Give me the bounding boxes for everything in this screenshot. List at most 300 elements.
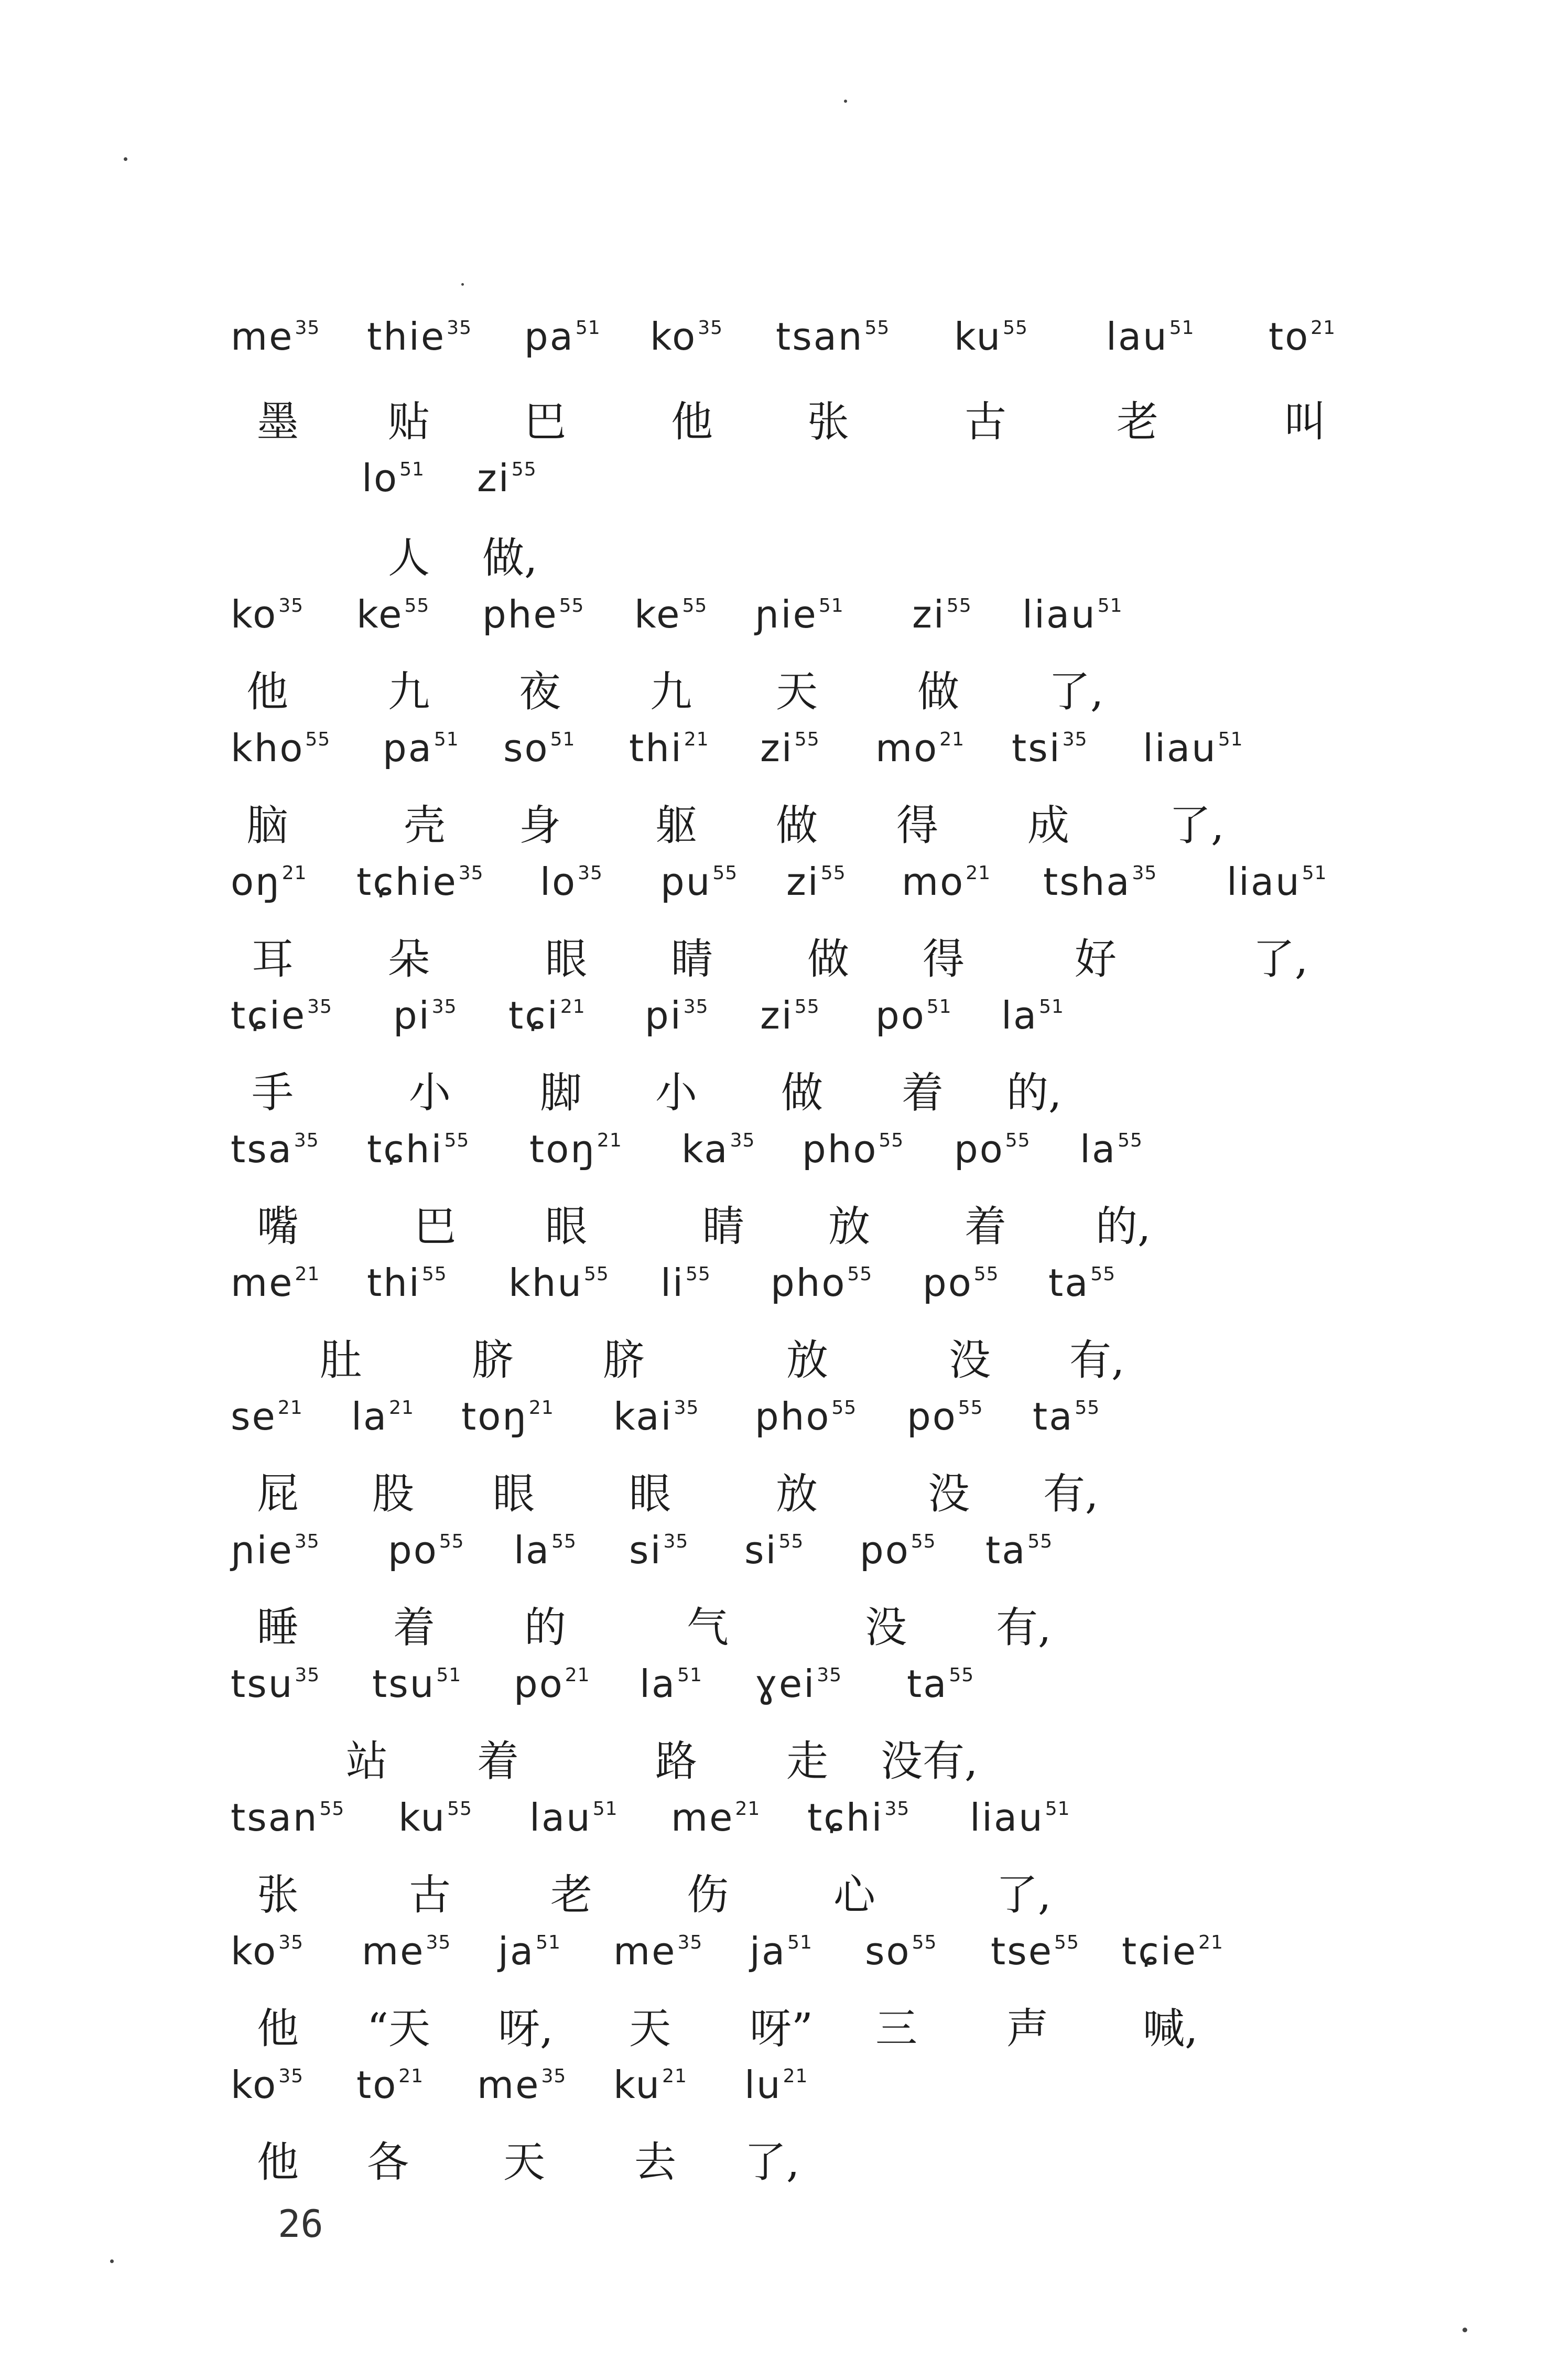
- gloss-character: “天: [367, 2004, 430, 2053]
- gloss-character: 做: [917, 667, 959, 716]
- tone-number: 51: [436, 1664, 462, 1686]
- gloss-character: 着: [477, 1737, 519, 1786]
- syllable-text: ɣei: [755, 1662, 816, 1706]
- syllable-text: liau: [1022, 592, 1097, 636]
- syllable: [514, 1662, 590, 1706]
- gloss-character: 躯: [655, 801, 697, 850]
- syllable-text: tɕhie: [356, 860, 458, 904]
- syllable-text: ja: [498, 1929, 535, 1973]
- syllable-text: to: [1269, 315, 1310, 359]
- syllable: [1227, 860, 1327, 904]
- syllable: [231, 2063, 304, 2107]
- syllable-text: so: [865, 1929, 911, 1973]
- gloss-character: 了,: [1048, 667, 1104, 716]
- syllable: [529, 1127, 622, 1171]
- syllable: [807, 1795, 909, 1840]
- tone-number: 51: [1045, 1798, 1070, 1820]
- syllable-text: ke: [634, 592, 681, 636]
- syllable: [1001, 993, 1064, 1037]
- tone-number: 55: [958, 1397, 983, 1419]
- tone-number: 51: [926, 996, 952, 1018]
- syllable: [771, 1261, 872, 1305]
- syllable-text: ta: [1048, 1261, 1090, 1305]
- syllable-text: lau: [1106, 315, 1168, 359]
- syllable: [681, 1127, 755, 1171]
- syllable: [613, 1394, 699, 1438]
- tone-number: 55: [1005, 1130, 1031, 1151]
- gloss-character: 朵: [388, 935, 430, 983]
- gloss-character: 声: [1006, 2004, 1048, 2053]
- scan-speck: [461, 283, 464, 286]
- syllable-text: liau: [1143, 726, 1217, 770]
- tone-number: 21: [277, 1397, 303, 1419]
- syllable-text: ko: [231, 1929, 278, 1973]
- syllable-text: mo: [875, 726, 939, 770]
- gloss-character: 睡: [257, 1603, 299, 1652]
- tone-number: 55: [949, 1664, 974, 1686]
- tone-number: 55: [911, 1531, 936, 1552]
- tone-number: 51: [592, 1798, 618, 1820]
- gloss-character: 巴: [414, 1202, 456, 1251]
- syllable-text: tsa: [231, 1127, 293, 1171]
- gloss-character: 气: [687, 1603, 729, 1652]
- syllable-text: kho: [231, 726, 305, 770]
- gloss-character: 天: [776, 667, 818, 716]
- syllable-text: liau: [1227, 860, 1301, 904]
- tone-number: 21: [1198, 1932, 1223, 1953]
- tone-number: 55: [404, 595, 430, 616]
- gloss-character: 九: [388, 667, 430, 716]
- gloss-character: 他: [671, 397, 713, 446]
- syllable-text: to: [356, 2063, 398, 2107]
- gloss-character: 老: [1117, 397, 1158, 446]
- syllable: [231, 1662, 320, 1706]
- syllable: [231, 592, 304, 636]
- gloss-character: 屁: [257, 1469, 299, 1518]
- syllable-text: li: [660, 1261, 685, 1305]
- syllable: [640, 1662, 702, 1706]
- tone-number: 35: [447, 317, 472, 339]
- tone-number: 55: [1054, 1932, 1079, 1953]
- syllable-text: po: [388, 1528, 438, 1572]
- scan-speck: [1462, 2328, 1467, 2332]
- tone-number: 35: [307, 996, 332, 1018]
- tone-number: 51: [1097, 595, 1123, 616]
- syllable: [231, 993, 332, 1037]
- page-number: 26: [278, 2202, 323, 2246]
- syllable: [1106, 315, 1195, 359]
- gloss-character: 有,: [1043, 1469, 1099, 1518]
- gloss-character: 得: [923, 935, 965, 983]
- tone-number: 35: [674, 1397, 699, 1419]
- gloss-character: 路: [655, 1737, 697, 1786]
- syllable-text: me: [231, 1261, 294, 1305]
- tone-number: 35: [278, 2065, 304, 2087]
- syllable: [660, 860, 738, 904]
- syllable: [671, 1795, 760, 1840]
- tone-number: 21: [398, 2065, 424, 2087]
- gloss-character: 老: [550, 1870, 592, 1919]
- syllable: [1048, 1261, 1115, 1305]
- gloss-character: 贴: [388, 397, 430, 446]
- tone-number: 55: [447, 1798, 472, 1820]
- gloss-character: 三: [875, 2004, 917, 2053]
- tone-number: 55: [1118, 1130, 1143, 1151]
- tone-number: 55: [1027, 1531, 1053, 1552]
- syllable: [231, 1795, 344, 1840]
- syllable: [634, 592, 707, 636]
- gloss-character: 喊,: [1143, 2004, 1198, 2053]
- gloss-character: 小: [409, 1068, 451, 1117]
- syllable-text: tsu: [231, 1662, 294, 1706]
- syllable: [388, 1528, 464, 1572]
- syllable-text: po: [923, 1261, 973, 1305]
- syllable: [383, 726, 459, 770]
- syllable: [231, 1127, 319, 1171]
- syllable: [991, 1929, 1079, 1973]
- syllable-text: tsha: [1043, 860, 1131, 904]
- syllable: [367, 315, 472, 359]
- syllable: [367, 1261, 447, 1305]
- syllable: [514, 1528, 577, 1572]
- tone-number: 35: [578, 862, 603, 884]
- syllable: [954, 1127, 1031, 1171]
- syllable-text: tsu: [372, 1662, 436, 1706]
- syllable-text: me: [671, 1795, 734, 1840]
- syllable: [875, 726, 965, 770]
- tone-number: 35: [730, 1130, 755, 1151]
- syllable: [750, 1929, 812, 1973]
- syllable-text: so: [503, 726, 549, 770]
- gloss-character: 眼: [545, 1202, 587, 1251]
- tone-number: 55: [551, 1531, 577, 1552]
- tone-number: 55: [864, 317, 890, 339]
- gloss-character: 着: [965, 1202, 1006, 1251]
- syllable-text: thi: [629, 726, 683, 770]
- syllable-text: ke: [356, 592, 404, 636]
- syllable: [356, 860, 484, 904]
- syllable: [231, 1929, 304, 1973]
- syllable: [356, 592, 429, 636]
- syllable-text: me: [613, 1929, 677, 1973]
- gloss-character: 脐: [472, 1336, 514, 1384]
- syllable: [503, 726, 575, 770]
- syllable: [1033, 1394, 1100, 1438]
- tone-number: 35: [295, 317, 320, 339]
- syllable-text: po: [875, 993, 926, 1037]
- tone-number: 21: [684, 729, 709, 750]
- scan-speck: [844, 100, 847, 103]
- gloss-character: 叫: [1284, 397, 1326, 446]
- gloss-character: 嘴: [257, 1202, 299, 1251]
- tone-number: 55: [794, 729, 820, 750]
- gloss-character: 脑: [246, 801, 288, 850]
- tone-number: 21: [597, 1130, 622, 1151]
- tone-number: 21: [735, 1798, 761, 1820]
- tone-number: 51: [399, 459, 425, 480]
- syllable-text: ko: [650, 315, 697, 359]
- gloss-character: 睛: [671, 935, 713, 983]
- syllable: [760, 726, 820, 770]
- syllable-text: tɕhi: [807, 1795, 884, 1840]
- tone-number: 51: [1169, 317, 1195, 339]
- gloss-character: 眼: [545, 935, 587, 983]
- tone-number: 51: [787, 1932, 812, 1953]
- gloss-character: 各: [367, 2138, 409, 2187]
- syllable-text: tse: [991, 1929, 1054, 1973]
- syllable-text: tɕie: [231, 993, 307, 1037]
- syllable-text: lu: [744, 2063, 782, 2107]
- syllable-text: ko: [231, 2063, 278, 2107]
- tone-number: 51: [1039, 996, 1064, 1018]
- syllable-text: tsan: [776, 315, 864, 359]
- syllable: [645, 993, 709, 1037]
- gloss-character: 没: [949, 1336, 991, 1384]
- syllable-text: la: [1001, 993, 1038, 1037]
- gloss-character: 天: [503, 2138, 545, 2187]
- tone-number: 21: [560, 996, 586, 1018]
- syllable-text: kai: [613, 1394, 673, 1438]
- syllable-text: tɕie: [1122, 1929, 1198, 1973]
- gloss-character: 睛: [702, 1202, 744, 1251]
- gloss-character: 站: [346, 1737, 388, 1786]
- gloss-character: 放: [776, 1469, 818, 1518]
- syllable-text: phe: [482, 592, 558, 636]
- gloss-character: 手: [252, 1068, 294, 1117]
- syllable-text: po: [860, 1528, 910, 1572]
- syllable: [508, 1261, 609, 1305]
- gloss-character: 张: [807, 397, 849, 446]
- syllable: [875, 993, 952, 1037]
- syllable-text: pa: [383, 726, 433, 770]
- syllable: [1143, 726, 1243, 770]
- syllable: [1269, 315, 1336, 359]
- gloss-character: 走: [786, 1737, 828, 1786]
- gloss-character: 做: [781, 1068, 823, 1117]
- tone-number: 55: [559, 595, 584, 616]
- syllable: [776, 315, 890, 359]
- tone-number: 21: [662, 2065, 687, 2087]
- gloss-character: 呀”: [750, 2004, 813, 2053]
- gloss-character: 古: [965, 397, 1006, 446]
- syllable-text: pi: [645, 993, 682, 1037]
- scan-speck: [124, 157, 127, 161]
- syllable-text: ja: [750, 1929, 787, 1973]
- gloss-character: 张: [257, 1870, 299, 1919]
- tone-number: 21: [1310, 317, 1336, 339]
- syllable-text: tsan: [231, 1795, 319, 1840]
- syllable: [351, 1394, 414, 1438]
- syllable-text: lo: [362, 456, 399, 500]
- syllable: [393, 993, 457, 1037]
- syllable: [954, 315, 1028, 359]
- syllable: [231, 315, 320, 359]
- gloss-character: 放: [786, 1336, 828, 1384]
- gloss-character: 心: [833, 1870, 875, 1919]
- gloss-character: 他: [246, 667, 288, 716]
- syllable: [985, 1528, 1053, 1572]
- tone-number: 35: [677, 1932, 703, 1953]
- syllable: [660, 1261, 711, 1305]
- syllable-text: si: [629, 1528, 663, 1572]
- tone-number: 21: [966, 862, 991, 884]
- syllable: [802, 1127, 904, 1171]
- syllable: [540, 860, 603, 904]
- tone-number: 55: [778, 1531, 804, 1552]
- tone-number: 55: [319, 1798, 345, 1820]
- syllable-text: thi: [367, 1261, 421, 1305]
- tone-number: 51: [575, 317, 601, 339]
- gloss-character: 伤: [687, 1870, 729, 1919]
- syllable: [529, 1795, 618, 1840]
- tone-number: 51: [536, 1932, 561, 1953]
- syllable: [231, 726, 330, 770]
- gloss-character: 的,: [1006, 1068, 1062, 1117]
- syllable: [744, 2063, 808, 2107]
- gloss-character: 有,: [1069, 1336, 1125, 1384]
- tone-number: 35: [426, 1932, 451, 1953]
- tone-number: 35: [817, 1664, 842, 1686]
- syllable: [1043, 860, 1157, 904]
- syllable-text: ɲie: [755, 592, 818, 636]
- gloss-character: 成: [1027, 801, 1069, 850]
- tone-number: 55: [831, 1397, 857, 1419]
- gloss-character: 了,: [744, 2138, 800, 2187]
- syllable: [613, 2063, 687, 2107]
- syllable: [477, 2063, 566, 2107]
- tone-number: 55: [305, 729, 331, 750]
- syllable: [760, 993, 820, 1037]
- syllable: [477, 456, 537, 500]
- tone-number: 35: [683, 996, 709, 1018]
- syllable: [650, 315, 723, 359]
- syllable: [231, 1394, 303, 1438]
- gloss-character: 壳: [404, 801, 446, 850]
- tone-number: 35: [1062, 729, 1088, 750]
- tone-number: 35: [458, 862, 484, 884]
- syllable: [1080, 1127, 1143, 1171]
- syllable-text: pu: [660, 860, 712, 904]
- syllable: [508, 993, 586, 1037]
- syllable: [755, 1662, 842, 1706]
- gloss-character: 眼: [493, 1469, 535, 1518]
- gloss-character: 人: [388, 534, 430, 582]
- gloss-character: 身: [519, 801, 561, 850]
- gloss-character: 的,: [1096, 1202, 1151, 1251]
- tone-number: 55: [439, 1531, 464, 1552]
- tone-number: 55: [1003, 317, 1028, 339]
- gloss-character: 着: [902, 1068, 944, 1117]
- syllable-text: zi: [760, 726, 794, 770]
- tone-number: 51: [550, 729, 576, 750]
- syllable-text: pho: [802, 1127, 878, 1171]
- syllable-text: ko: [231, 592, 278, 636]
- syllable-text: la: [351, 1394, 388, 1438]
- syllable: [372, 1662, 461, 1706]
- tone-number: 55: [912, 1932, 937, 1953]
- syllable: [524, 315, 601, 359]
- syllable: [362, 1929, 451, 1973]
- syllable: [482, 592, 584, 636]
- gloss-character: 小: [655, 1068, 697, 1117]
- gloss-character: 墨: [257, 397, 299, 446]
- gloss-character: 夜: [519, 667, 561, 716]
- gloss-character: 好: [1075, 935, 1117, 983]
- tone-number: 55: [712, 862, 738, 884]
- gloss-character: 他: [257, 2138, 299, 2187]
- tone-number: 51: [434, 729, 459, 750]
- tone-number: 51: [818, 595, 844, 616]
- syllable: [498, 1929, 561, 1973]
- tone-number: 55: [794, 996, 820, 1018]
- syllable-text: mo: [902, 860, 965, 904]
- gloss-character: 眼: [629, 1469, 671, 1518]
- syllable-text: liau: [970, 1795, 1044, 1840]
- tone-number: 55: [686, 1263, 711, 1285]
- tone-number: 51: [1218, 729, 1243, 750]
- tone-number: 35: [294, 1130, 319, 1151]
- gloss-character: 没: [865, 1603, 907, 1652]
- tone-number: 51: [1302, 862, 1327, 884]
- gloss-character: 肚: [320, 1336, 362, 1384]
- syllable-text: me: [362, 1929, 425, 1973]
- gloss-character: 九: [650, 667, 692, 716]
- gloss-character: 天: [629, 2004, 671, 2053]
- gloss-character: 做: [807, 935, 849, 983]
- gloss-character: 古: [409, 1870, 451, 1919]
- syllable: [865, 1929, 937, 1973]
- scan-speck: [110, 2259, 114, 2263]
- syllable-text: po: [954, 1127, 1004, 1171]
- tone-number: 21: [528, 1397, 554, 1419]
- tone-number: 35: [1132, 862, 1157, 884]
- gloss-character: 他: [257, 2004, 299, 2053]
- tone-number: 35: [698, 317, 723, 339]
- syllable: [231, 860, 307, 904]
- gloss-character: 了,: [1253, 935, 1308, 983]
- tone-number: 51: [677, 1664, 702, 1686]
- syllable: [907, 1662, 974, 1706]
- gloss-character: 了,: [1169, 801, 1225, 850]
- tone-number: 21: [565, 1664, 590, 1686]
- gloss-character: 没有,: [881, 1737, 978, 1786]
- tone-number: 21: [295, 1263, 320, 1285]
- tone-number: 55: [1090, 1263, 1116, 1285]
- gloss-character: 做,: [482, 534, 538, 582]
- syllable: [755, 1394, 857, 1438]
- tone-number: 35: [294, 1531, 320, 1552]
- syllable-text: ta: [985, 1528, 1027, 1572]
- gloss-character: 没: [928, 1469, 970, 1518]
- syllable-text: ta: [907, 1662, 948, 1706]
- tone-number: 35: [431, 996, 457, 1018]
- syllable-text: me: [231, 315, 294, 359]
- tone-number: 21: [281, 862, 307, 884]
- tone-number: 55: [847, 1263, 873, 1285]
- syllable-text: la: [1080, 1127, 1117, 1171]
- tone-number: 35: [278, 1932, 304, 1953]
- syllable: [461, 1394, 554, 1438]
- syllable-text: pho: [771, 1261, 847, 1305]
- syllable-text: si: [744, 1528, 778, 1572]
- syllable: [1022, 592, 1123, 636]
- syllable-text: khu: [508, 1261, 583, 1305]
- syllable-text: me: [477, 2063, 540, 2107]
- syllable-text: toŋ: [461, 1394, 528, 1438]
- syllable: [907, 1394, 983, 1438]
- syllable-text: pho: [755, 1394, 831, 1438]
- gloss-character: 股: [372, 1469, 414, 1518]
